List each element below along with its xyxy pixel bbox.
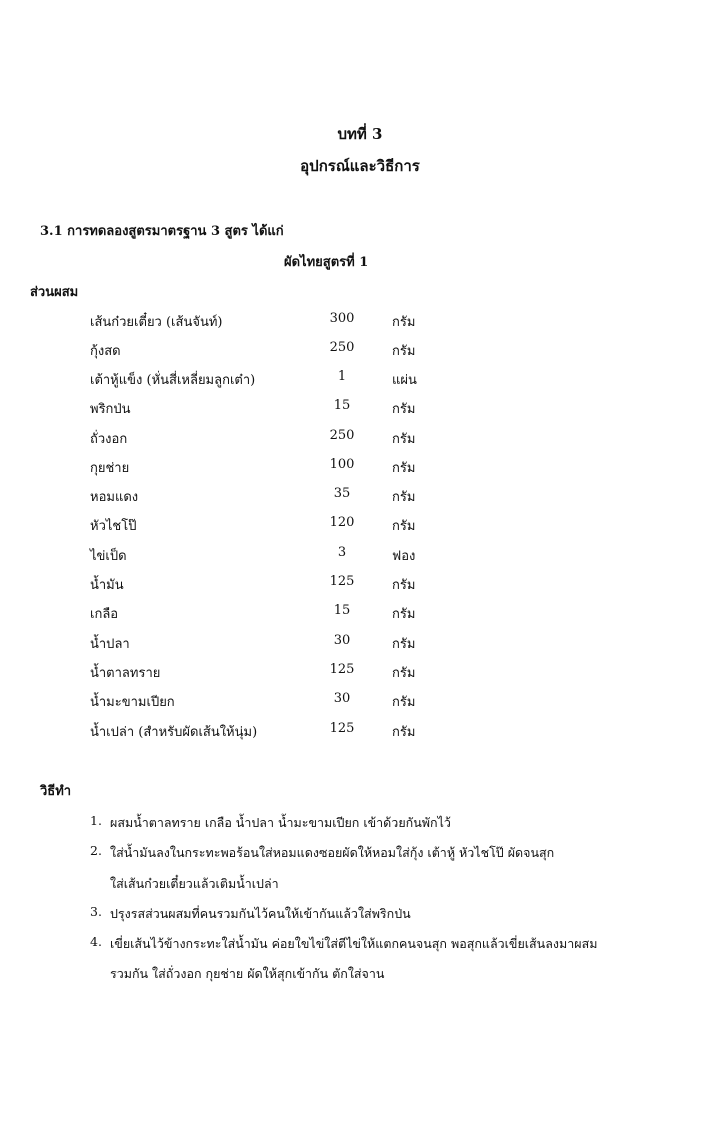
ingredient-name: เต้าหู้แข็ง (หั่นสี่เหลี่ยมลูกเต๋า)	[90, 373, 256, 388]
ingredient-name: พริกป่น	[90, 402, 131, 417]
ingredient-row	[0, 633, 720, 655]
recipe-title: ผัดไทยสูตรที่ 1	[284, 255, 369, 270]
ingredient-name: น้ำตาลทราย	[90, 666, 161, 681]
ingredient-unit: กรัม	[392, 695, 416, 710]
ingredient-unit: กรัม	[392, 344, 416, 359]
ingredient-unit: ฟอง	[392, 549, 416, 564]
step-continuation: ใส่เส้นก๋วยเตี๋ยวแล้วเติมน้ำเปล่า	[110, 876, 279, 891]
ingredient-row	[0, 574, 720, 596]
step-text: ใส่น้ำมันลงในกระทะพอร้อนใส่หอมแดงซอยผัดให้หอมใส่กุ้ง เต้าหู้ หัวไชโป๊ ผัดจนสุก	[110, 845, 555, 860]
ingredient-row	[0, 457, 720, 479]
ingredient-qty: 300	[329, 311, 355, 326]
ingredient-row	[0, 486, 720, 508]
ingredient-unit: กรัม	[392, 490, 416, 505]
ingredient-unit: กรัม	[392, 637, 416, 652]
ingredient-row	[0, 691, 720, 713]
ingredient-unit: กรัม	[392, 432, 416, 447]
ingredient-name: ถั่วงอก	[90, 432, 128, 447]
ingredient-name: น้ำเปล่า (สำหรับผัดเส้นให้นุ่ม)	[90, 725, 258, 740]
ingredient-name: น้ำปลา	[90, 637, 130, 652]
ingredient-row	[0, 340, 720, 362]
ingredient-name: หอมแดง	[90, 490, 139, 505]
ingredient-name: กุยช่าย	[90, 461, 130, 476]
ingredient-name: ไข่เป็ด	[90, 549, 127, 564]
ingredient-unit: กรัม	[392, 725, 416, 740]
section-heading: 3.1 การทดลองสูตรมาตรฐาน 3 สูตร ได้แก่	[40, 224, 284, 239]
ingredient-qty: 100	[329, 457, 355, 472]
step-text: เขี่ยเส้นไว้ข้างกระทะใส่น้ำมัน ค่อยใขไข่ใส่ตีไข่ให้แตกคนจนสุก พอสุกแล้วเขี่ยเส้นลงมาผสม	[110, 936, 598, 951]
ingredients-heading: ส่วนผสม	[30, 285, 79, 300]
ingredient-row	[0, 428, 720, 450]
ingredient-unit: กรัม	[392, 666, 416, 681]
ingredient-qty: 125	[329, 662, 355, 677]
ingredient-name: น้ำมะขามเปียก	[90, 695, 175, 710]
ingredient-qty: 30	[333, 633, 351, 648]
ingredient-unit: แผ่น	[392, 373, 417, 388]
ingredient-row	[0, 603, 720, 625]
ingredient-row	[0, 311, 720, 333]
step-text: ผสมน้ำตาลทราย เกลือ น้ำปลา น้ำมะขามเปียก เข้าด้วยกันพักไว้	[110, 815, 451, 830]
ingredient-row	[0, 545, 720, 567]
step-text: ปรุงรสส่วนผสมที่คนรวมกันไว้คนให้เข้ากันแล้วใส่พริกป่น	[110, 906, 411, 921]
ingredient-qty: 3	[337, 545, 347, 560]
ingredient-qty: 30	[333, 691, 351, 706]
ingredient-name: กุ้งสด	[90, 344, 121, 359]
ingredient-unit: กรัม	[392, 578, 416, 593]
ingredient-qty: 120	[329, 515, 355, 530]
ingredient-unit: กรัม	[392, 461, 416, 476]
step-number: 4.	[90, 934, 102, 949]
ingredient-qty: 125	[329, 721, 355, 736]
ingredient-row	[0, 369, 720, 391]
step-continuation: รวมกัน ใส่ถั่วงอก กุยช่าย ผัดให้สุกเข้ากัน ตักใส่จาน	[110, 966, 385, 981]
step-number: 1.	[90, 813, 102, 828]
ingredient-row	[0, 515, 720, 537]
ingredient-qty: 250	[329, 428, 355, 443]
ingredient-unit: กรัม	[392, 315, 416, 330]
ingredient-row	[0, 721, 720, 743]
ingredient-name: เกลือ	[90, 607, 119, 622]
ingredient-unit: กรัม	[392, 402, 416, 417]
ingredient-name: เส้นก๋วยเตี๋ยว (เส้นจันท์)	[90, 315, 223, 330]
ingredient-row	[0, 398, 720, 420]
chapter-number: บทที่ 3	[337, 125, 383, 143]
chapter-title: อุปกรณ์และวิธีการ	[300, 157, 420, 175]
step-number: 3.	[90, 904, 102, 919]
ingredient-unit: กรัม	[392, 519, 416, 534]
ingredient-qty: 1	[337, 369, 347, 384]
ingredient-qty: 125	[329, 574, 355, 589]
ingredient-qty: 15	[333, 398, 351, 413]
ingredient-row	[0, 662, 720, 684]
step-number: 2.	[90, 843, 102, 858]
ingredient-name: หัวไชโป๊	[90, 519, 137, 534]
ingredient-qty: 35	[333, 486, 351, 501]
ingredient-qty: 15	[333, 603, 351, 618]
ingredient-unit: กรัม	[392, 607, 416, 622]
method-heading: วิธีทำ	[40, 784, 72, 799]
ingredient-name: น้ำมัน	[90, 578, 124, 593]
ingredient-qty: 250	[329, 340, 355, 355]
